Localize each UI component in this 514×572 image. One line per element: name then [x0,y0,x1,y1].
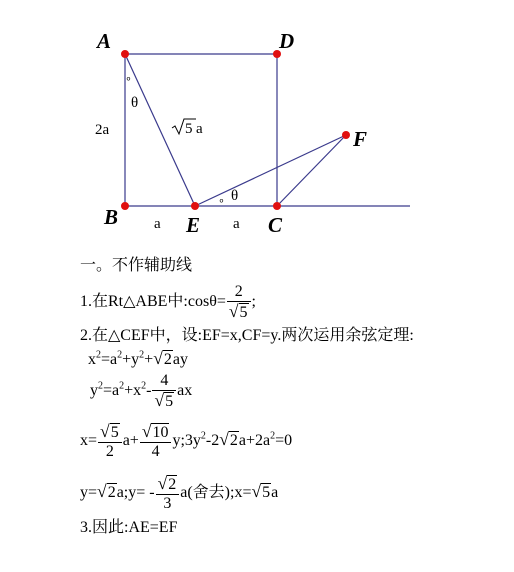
label-a: A [97,29,112,53]
point-a [121,50,129,58]
label-b: B [104,205,119,229]
label-e: E [186,213,201,237]
equation-2: $y^2=a^2+x^2-$ $\frac{4}{√5}$ ax [90,372,193,410]
equation-1: $x^2=a^2+y^2+√2ay$ [88,348,188,368]
geometry-figure [0,0,514,250]
point-b [121,202,129,210]
label-c: C [268,213,283,237]
cos-den: √5 [228,300,248,321]
fraction-4-sqrt5: $\frac{4}{√5}$ [152,372,176,410]
solution-heading: 一。不作辅助线 [80,257,193,274]
label-theta-e: θ [231,188,239,204]
label-ab-length: 2a [95,122,110,138]
point-e [191,202,199,210]
step-1 [80,283,256,321]
label-be-length: a [154,216,161,232]
cos-num: 2 [227,283,251,302]
fraction-sqrt2-3: $\frac{√2}{3}$ [156,474,180,512]
angle-mark-e: ∘ [218,195,225,207]
angle-mark-a: ∘ [125,73,132,85]
label-d: D [279,29,295,53]
label-ae-radicand: 5 [185,121,193,137]
label-ae-length [172,119,203,137]
step-3: 3.因此:AE=EF [80,519,178,536]
equation-4: y=√2a;y= - $\frac{√2}{3}$ a(舍去);x=√5a [80,473,279,512]
equation-3: x= $\frac{√5}{2}$ a+ $\frac{√10}{4}$ $y;3y^2-2√2a+2a^2=0$ [80,421,293,460]
label-ec-length: a [233,216,240,232]
step-2: 2.在△CEF中，设:EF=x,CF=y.两次运用余弦定理: [80,327,414,344]
label-theta-a: θ [131,95,139,111]
label-f: F [353,127,368,151]
point-f [342,131,350,139]
sqrt-2: √2 [153,348,172,368]
step-1-text: 1.在Rt△ABE中:cosθ= [80,292,226,310]
fraction-sqrt5-2: $\frac{√5}{2}$ [98,422,122,460]
cos-theta-fraction [227,283,251,321]
fraction-sqrt10-4: $\frac{√10}{4}$ [140,422,172,460]
step-1-end: ; [251,292,256,310]
point-c [273,202,281,210]
label-ae-unit: a [196,121,203,137]
segment-cf [277,135,346,206]
